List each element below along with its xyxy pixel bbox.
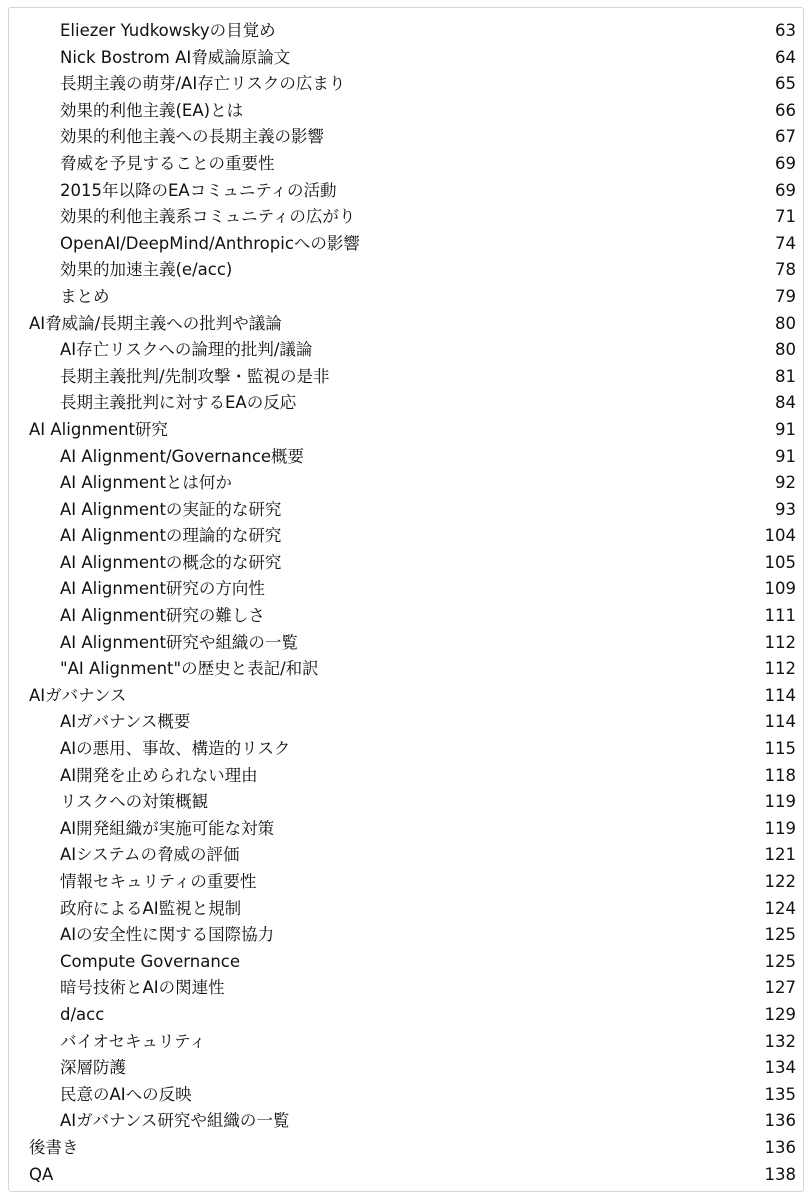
- toc-entry-page-number: 66: [775, 100, 796, 120]
- toc-entry-title: Eliezer Yudkowskyの目覚め: [60, 21, 276, 40]
- toc-entry-page-number: 78: [775, 260, 796, 280]
- toc-entry-page-number: 111: [764, 606, 796, 626]
- toc-subsection-entry[interactable]: [9, 656, 803, 683]
- toc-entry-title: AI開発組織が実施可能な対策: [60, 818, 275, 838]
- toc-subsection-entry[interactable]: [9, 1108, 803, 1135]
- toc-subsection-entry[interactable]: [9, 630, 803, 657]
- toc-entry-page-number: 74: [775, 233, 796, 253]
- toc-entry-page-number: 93: [775, 499, 796, 519]
- toc-entry-title: AI Alignment研究の方向性: [60, 579, 265, 599]
- toc-entry-title: AI Alignmentの実証的な研究: [60, 499, 282, 519]
- toc-entry-page-number: 69: [775, 153, 796, 173]
- toc-entry-page-number: 129: [764, 1004, 796, 1024]
- toc-subsection-entry[interactable]: [9, 816, 803, 843]
- toc-list: [9, 18, 803, 1188]
- toc-subsection-entry[interactable]: [9, 842, 803, 869]
- toc-entry-page-number: 91: [775, 446, 796, 466]
- toc-entry-page-number: 112: [764, 659, 796, 679]
- toc-entry-title: バイオセキュリティ: [60, 1031, 206, 1051]
- toc-subsection-entry[interactable]: [9, 709, 803, 736]
- toc-subsection-entry[interactable]: [9, 390, 803, 417]
- toc-subsection-entry[interactable]: [9, 497, 803, 524]
- toc-subsection-entry[interactable]: [9, 949, 803, 976]
- toc-entry-title: 効果的加速主義(e/acc): [60, 260, 233, 280]
- toc-entry-title: AIシステムの脅威の評価: [60, 845, 240, 865]
- toc-section-entry[interactable]: [9, 417, 803, 444]
- toc-subsection-entry[interactable]: [9, 789, 803, 816]
- toc-entry-title: AI脅威論/長期主義への批判や議論: [29, 313, 282, 333]
- toc-subsection-entry[interactable]: [9, 257, 803, 284]
- toc-entry-page-number: 134: [764, 1058, 796, 1078]
- toc-entry-title: AI Alignment研究の難しさ: [60, 606, 265, 626]
- toc-entry-title: AIの安全性に関する国際協力: [60, 925, 275, 945]
- toc-subsection-entry[interactable]: [9, 603, 803, 630]
- toc-entry-page-number: 119: [764, 818, 796, 838]
- toc-subsection-entry[interactable]: [9, 523, 803, 550]
- toc-subsection-entry[interactable]: [9, 364, 803, 391]
- toc-entry-page-number: 105: [764, 552, 796, 572]
- toc-entry-title: Nick Bostrom AI脅威論原論文: [60, 47, 291, 67]
- toc-entry-page-number: 127: [764, 978, 796, 998]
- toc-entry-page-number: 80: [775, 313, 796, 333]
- toc-subsection-entry[interactable]: [9, 550, 803, 577]
- toc-entry-page-number: 125: [764, 925, 796, 945]
- toc-entry-title: 情報セキュリティの重要性: [60, 872, 257, 891]
- toc-entry-page-number: 114: [764, 712, 796, 732]
- toc-entry-title: 長期主義批判/先制攻撃・監視の是非: [60, 366, 330, 386]
- toc-subsection-entry[interactable]: [9, 470, 803, 497]
- toc-entry-page-number: 71: [775, 207, 796, 227]
- toc-entry-page-number: 132: [764, 1031, 796, 1051]
- toc-subsection-entry[interactable]: [9, 337, 803, 364]
- toc-entry-title: 長期主義の萌芽/AI存亡リスクの広まり: [60, 74, 346, 94]
- toc-entry-title: 暗号技術とAIの関連性: [60, 978, 225, 998]
- toc-subsection-entry[interactable]: [9, 1082, 803, 1109]
- toc-subsection-entry[interactable]: [9, 922, 803, 949]
- toc-entry-title: AI Alignmentとは何か: [60, 473, 232, 493]
- toc-entry-title: 効果的利他主義系コミュニティの広がり: [60, 207, 356, 227]
- toc-entry-title: リスクへの対策概観: [60, 792, 209, 812]
- toc-entry-title: "AI Alignment"の歴史と表記/和訳: [60, 659, 319, 679]
- toc-entry-page-number: 112: [764, 632, 796, 652]
- toc-subsection-entry[interactable]: [9, 71, 803, 98]
- toc-subsection-entry[interactable]: [9, 444, 803, 471]
- toc-entry-title: 後書き: [29, 1137, 79, 1157]
- toc-entry-page-number: 114: [764, 685, 796, 705]
- toc-entry-page-number: 65: [775, 74, 796, 94]
- toc-entry-title: 脅威を予見することの重要性: [60, 153, 275, 173]
- toc-entry-title: AIの悪用、事故、構造的リスク: [60, 739, 291, 759]
- toc-subsection-entry[interactable]: [9, 1029, 803, 1056]
- toc-entry-title: AIガバナンス研究や組織の一覧: [60, 1111, 290, 1131]
- toc-subsection-entry[interactable]: [9, 98, 803, 125]
- toc-entry-title: 深層防護: [60, 1058, 126, 1078]
- toc-entry-page-number: 119: [764, 792, 796, 812]
- toc-entry-page-number: 121: [764, 845, 796, 865]
- toc-section-entry[interactable]: [9, 311, 803, 338]
- toc-entry-page-number: 109: [764, 579, 796, 599]
- toc-entry-page-number: 118: [764, 765, 796, 785]
- toc-entry-title: 民意のAIへの反映: [60, 1084, 192, 1104]
- toc-entry-title: まとめ: [60, 286, 110, 306]
- toc-entry-title: AI Alignmentの理論的な研究: [60, 526, 282, 546]
- toc-entry-page-number: 136: [764, 1111, 796, 1131]
- toc-subsection-entry[interactable]: [9, 1002, 803, 1029]
- toc-entry-page-number: 104: [764, 526, 796, 546]
- toc-subsection-entry[interactable]: [9, 45, 803, 72]
- toc-entry-page-number: 79: [775, 286, 796, 306]
- toc-entry-title: AI Alignment研究や組織の一覧: [60, 632, 298, 652]
- toc-entry-page-number: 81: [775, 366, 796, 386]
- toc-subsection-entry[interactable]: [9, 204, 803, 231]
- toc-entry-title: d/acc: [60, 1004, 105, 1024]
- toc-entry-page-number: 64: [775, 47, 796, 67]
- toc-entry-title: 効果的利他主義への長期主義の影響: [60, 127, 324, 147]
- toc-entry-page-number: 67: [775, 127, 796, 147]
- toc-entry-page-number: 63: [775, 21, 796, 40]
- toc-entry-page-number: 122: [764, 872, 796, 891]
- toc-subsection-entry[interactable]: [9, 736, 803, 763]
- toc-entry-title: AI Alignment/Governance概要: [60, 446, 305, 466]
- toc-subsection-entry[interactable]: [9, 151, 803, 178]
- toc-entry-page-number: 115: [764, 739, 796, 759]
- toc-subsection-entry[interactable]: [9, 763, 803, 790]
- toc-entry-page-number: 136: [764, 1137, 796, 1157]
- toc-entry-page-number: 91: [775, 419, 796, 439]
- toc-entry-page-number: 135: [764, 1084, 796, 1104]
- toc-entry-title: AI Alignment研究: [29, 419, 168, 439]
- toc-entry-page-number: 92: [775, 473, 796, 493]
- toc-entry-title: AI存亡リスクへの論理的批判/議論: [60, 340, 313, 360]
- table-of-contents: [8, 7, 804, 1192]
- toc-entry-title: QA: [29, 1164, 54, 1184]
- toc-entry-title: 政府によるAI監視と規制: [60, 898, 242, 918]
- toc-subsection-entry[interactable]: [9, 231, 803, 258]
- toc-subsection-entry[interactable]: [9, 18, 803, 45]
- toc-section-entry[interactable]: [9, 683, 803, 710]
- toc-entry-page-number: 125: [764, 951, 796, 971]
- toc-entry-title: AI Alignmentの概念的な研究: [60, 552, 282, 572]
- toc-subsection-entry[interactable]: [9, 869, 803, 896]
- toc-subsection-entry[interactable]: [9, 576, 803, 603]
- toc-entry-page-number: 80: [775, 340, 796, 360]
- toc-entry-page-number: 124: [764, 898, 796, 918]
- toc-entry-title: AIガバナンス: [29, 685, 127, 705]
- toc-subsection-entry[interactable]: [9, 178, 803, 205]
- toc-entry-page-number: 84: [775, 393, 796, 413]
- toc-section-entry[interactable]: [9, 1135, 803, 1162]
- toc-entry-title: Compute Governance: [60, 951, 241, 971]
- toc-subsection-entry[interactable]: [9, 896, 803, 923]
- toc-entry-title: OpenAI/DeepMind/Anthropicへの影響: [60, 233, 360, 253]
- toc-subsection-entry[interactable]: [9, 975, 803, 1002]
- toc-section-entry[interactable]: [9, 1162, 803, 1189]
- toc-entry-title: 2015年以降のEAコミュニティの活動: [60, 180, 337, 200]
- toc-entry-title: 効果的利他主義(EA)とは: [60, 100, 244, 120]
- toc-subsection-entry[interactable]: [9, 124, 803, 151]
- toc-entry-title: AIガバナンス概要: [60, 712, 191, 732]
- toc-subsection-entry[interactable]: [9, 284, 803, 311]
- toc-subsection-entry[interactable]: [9, 1055, 803, 1082]
- toc-entry-title: 長期主義批判に対するEAの反応: [60, 393, 297, 413]
- toc-entry-page-number: 69: [775, 180, 796, 200]
- toc-entry-title: AI開発を止められない理由: [60, 765, 258, 785]
- toc-entry-page-number: 138: [764, 1164, 796, 1184]
